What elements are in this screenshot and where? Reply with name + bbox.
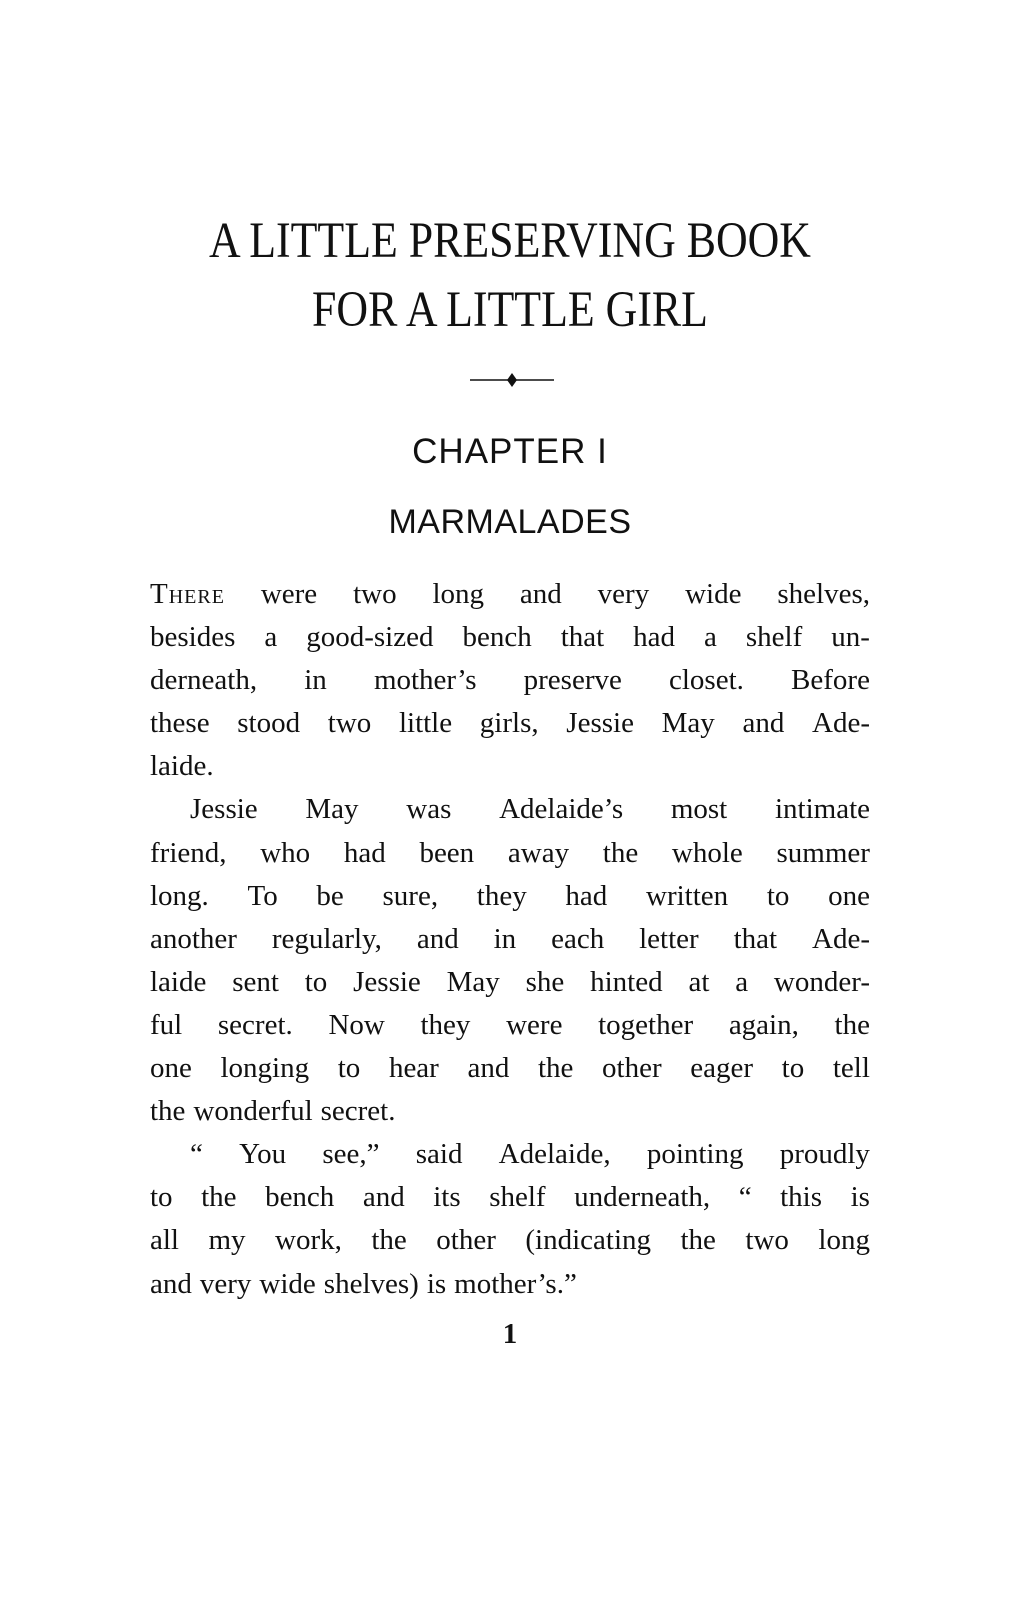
word: There xyxy=(150,578,225,610)
text-line xyxy=(150,1133,870,1176)
word: its xyxy=(433,1181,461,1214)
text-line xyxy=(150,875,870,918)
word: Ade- xyxy=(812,922,870,955)
word: who xyxy=(260,836,311,869)
word: two xyxy=(745,1224,789,1257)
word: she xyxy=(525,965,565,998)
word: little xyxy=(398,707,453,740)
word: again, xyxy=(728,1008,799,1041)
word: is xyxy=(850,1181,870,1214)
word: preserve xyxy=(523,664,622,697)
word: good-sized xyxy=(306,621,434,654)
text-line xyxy=(150,616,870,659)
word: written xyxy=(646,879,729,912)
word: the xyxy=(680,1224,716,1257)
text-line xyxy=(150,961,870,1004)
word: that xyxy=(560,621,605,654)
text-line xyxy=(150,918,870,961)
word: very xyxy=(199,1267,252,1300)
word: girls, xyxy=(479,707,539,740)
word: all xyxy=(150,1224,179,1257)
word: two xyxy=(353,578,397,610)
text-line xyxy=(150,1263,870,1306)
word: tell xyxy=(832,1052,870,1085)
text-line xyxy=(150,1219,870,1262)
word: mother’s.” xyxy=(454,1267,577,1300)
word: one xyxy=(150,1052,192,1085)
word: most xyxy=(670,793,728,826)
word: my xyxy=(208,1224,246,1257)
word: wide xyxy=(685,578,742,610)
word: shelf xyxy=(489,1181,546,1214)
word: laide xyxy=(150,965,207,998)
text-line xyxy=(150,1047,870,1090)
word: whole xyxy=(671,836,743,869)
word: mother’s xyxy=(373,664,477,697)
book-title-line-2: FOR A LITTLE GIRL xyxy=(312,282,708,338)
body-text xyxy=(150,573,870,1306)
word: were xyxy=(506,1008,563,1041)
word: one xyxy=(828,879,870,912)
word: the xyxy=(201,1181,237,1214)
word: Jessie xyxy=(353,965,421,998)
word: shelves, xyxy=(777,578,870,610)
word: Now xyxy=(328,1008,385,1041)
word: bench xyxy=(462,621,532,654)
word: to xyxy=(766,879,790,912)
word: letter xyxy=(639,922,699,955)
word: You xyxy=(239,1138,287,1171)
word: and xyxy=(519,578,562,610)
word: were xyxy=(260,578,318,610)
word: was xyxy=(406,793,452,826)
word: longing xyxy=(220,1052,310,1085)
word: each xyxy=(551,922,605,955)
word: to xyxy=(304,965,328,998)
word: “ xyxy=(738,1181,752,1214)
word: other xyxy=(436,1224,496,1257)
word: work, xyxy=(275,1224,342,1257)
word: bench xyxy=(265,1181,335,1214)
word: and xyxy=(416,922,459,955)
word: be xyxy=(316,879,344,912)
word: hinted xyxy=(590,965,663,998)
word: the xyxy=(834,1008,870,1041)
word: Before xyxy=(791,664,870,697)
word: had xyxy=(565,879,608,912)
word: Adelaide, xyxy=(498,1138,611,1171)
text-line xyxy=(150,745,870,788)
word: May xyxy=(661,707,715,740)
word: see,” xyxy=(322,1138,380,1171)
word: another xyxy=(150,922,237,955)
word: shelves) xyxy=(323,1267,419,1300)
word: (indicating xyxy=(525,1224,652,1257)
word: away xyxy=(507,836,570,869)
word: wonderful xyxy=(193,1095,313,1128)
word: and xyxy=(467,1052,510,1085)
word: un- xyxy=(831,621,870,654)
word: at xyxy=(688,965,710,998)
word: and xyxy=(742,707,785,740)
page-number: 1 xyxy=(502,1318,518,1350)
word: long. xyxy=(150,879,209,912)
word: Ade- xyxy=(812,707,870,740)
word: sure, xyxy=(382,879,439,912)
word: the xyxy=(602,836,639,869)
word: regularly, xyxy=(271,922,382,955)
chapter-label: CHAPTER I xyxy=(412,432,608,471)
word: eager xyxy=(690,1052,754,1085)
text-line xyxy=(150,788,870,831)
word: in xyxy=(493,922,517,955)
text-line xyxy=(150,573,870,616)
text-line xyxy=(150,702,870,745)
word: they xyxy=(420,1008,471,1041)
word: very xyxy=(597,578,650,610)
ornament-divider-icon xyxy=(470,370,554,390)
word: summer xyxy=(776,836,870,869)
word: long xyxy=(432,578,485,610)
word: wide xyxy=(259,1267,316,1300)
word: they xyxy=(476,879,527,912)
word: these xyxy=(150,707,210,740)
word: the xyxy=(371,1224,407,1257)
word: is xyxy=(426,1267,447,1300)
word: shelf xyxy=(745,621,803,654)
word: to xyxy=(337,1052,361,1085)
word: To xyxy=(247,879,278,912)
word: the xyxy=(150,1095,186,1128)
text-line xyxy=(150,1004,870,1047)
word: in xyxy=(304,664,327,697)
word: proudly xyxy=(779,1138,870,1171)
word: intimate xyxy=(774,793,870,826)
word: pointing xyxy=(646,1138,744,1171)
word: a xyxy=(735,965,749,998)
word: wonder- xyxy=(773,965,870,998)
text-line xyxy=(150,1090,870,1133)
word: been xyxy=(419,836,475,869)
word: Adelaide’s xyxy=(499,793,624,826)
word: underneath, xyxy=(574,1181,711,1214)
word: secret. xyxy=(320,1095,396,1128)
word: said xyxy=(415,1138,463,1171)
word: secret. xyxy=(217,1008,293,1041)
word: to xyxy=(781,1052,805,1085)
word: other xyxy=(602,1052,662,1085)
word: derneath, xyxy=(150,664,258,697)
word: this xyxy=(780,1181,823,1214)
word: laide. xyxy=(150,750,214,783)
word: May xyxy=(446,965,500,998)
word: together xyxy=(598,1008,694,1041)
text-line xyxy=(150,832,870,875)
word: hear xyxy=(388,1052,439,1085)
word: sent xyxy=(232,965,279,998)
book-title-line-1: A LITTLE PRESERVING BOOK xyxy=(208,213,811,269)
word: closet. xyxy=(669,664,744,697)
word: had xyxy=(633,621,676,654)
word: long xyxy=(818,1224,870,1257)
word: a xyxy=(704,621,717,654)
word: ful xyxy=(150,1008,183,1041)
word: May xyxy=(305,793,359,826)
word: to xyxy=(150,1181,173,1214)
word: Jessie xyxy=(566,707,634,740)
word: “ xyxy=(190,1138,203,1171)
word: a xyxy=(264,621,278,654)
word: had xyxy=(343,836,386,869)
word: besides xyxy=(150,621,236,654)
word: and xyxy=(362,1181,405,1214)
chapter-title: MARMALADES xyxy=(388,503,632,541)
word: and xyxy=(150,1267,192,1300)
word: Jessie xyxy=(190,793,258,826)
word: stood xyxy=(237,707,301,740)
word: that xyxy=(733,922,778,955)
word: friend, xyxy=(150,836,227,869)
text-line xyxy=(150,659,870,702)
word: two xyxy=(327,707,372,740)
text-line xyxy=(150,1176,870,1219)
word: the xyxy=(537,1052,574,1085)
